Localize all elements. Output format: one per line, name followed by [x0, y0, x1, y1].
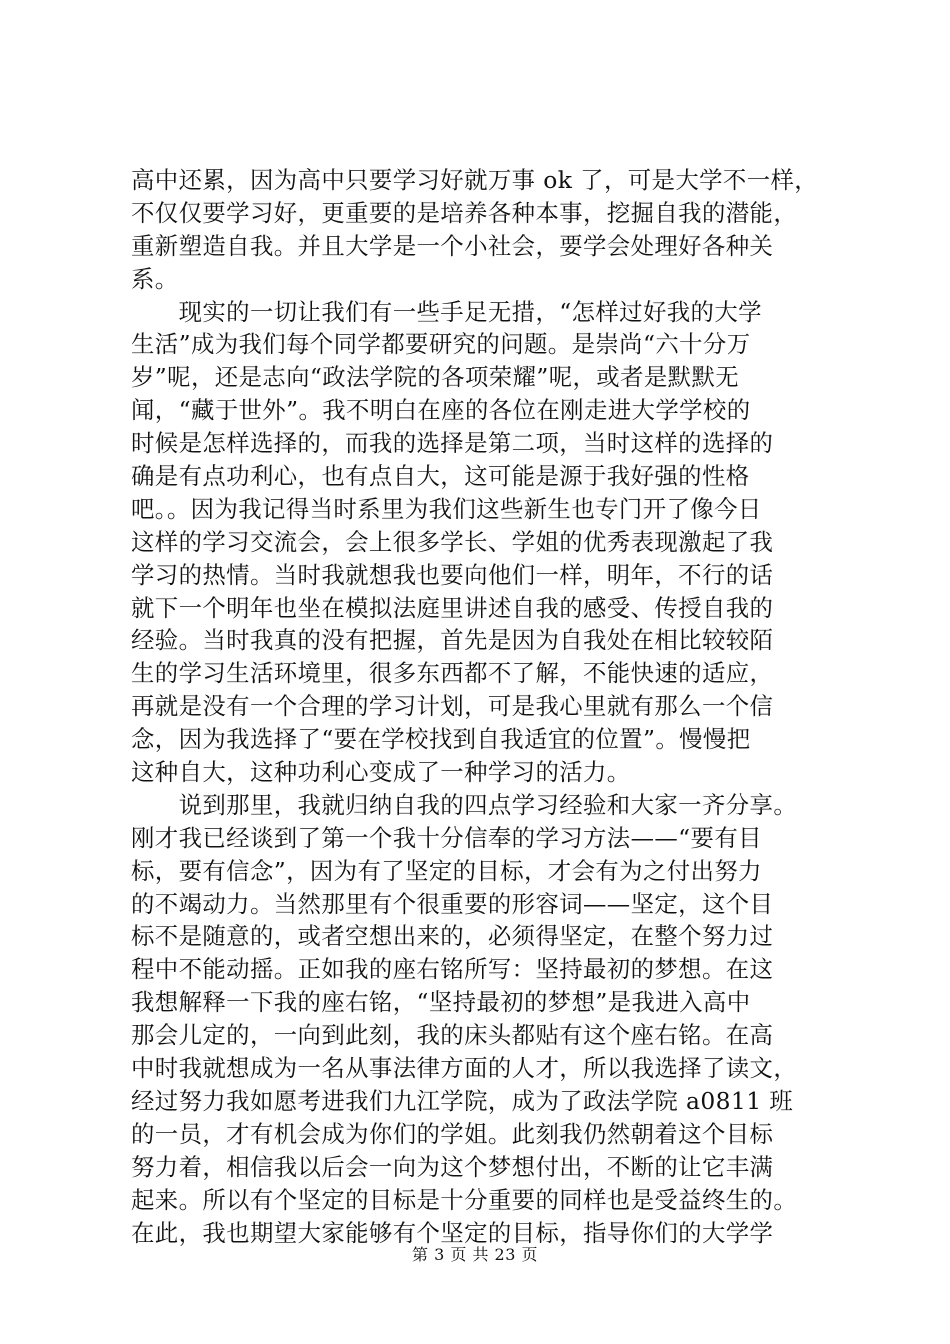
text-line: 现实的一切让我们有一些手足无措，“怎样过好我的大学	[131, 297, 762, 326]
text-line: 吧。。因为我记得当时系里为我们这些新生也专门开了像今日	[131, 494, 762, 523]
text-line: 的一员，才有机会成为你们的学姐。此刻我仍然朝着这个目标	[131, 1119, 774, 1148]
text-line: 岁”呢，还是志向“政法学院的各项荣耀”呢，或者是默默无	[131, 363, 740, 392]
text-line: 系。	[131, 264, 179, 293]
text-line: 高中还累，因为高中只要学习好就万事 ok 了，可是大学不一样，	[131, 166, 819, 194]
text-line: 程中不能动摇。正如我的座右铭所写：坚持最初的梦想。在这	[131, 955, 774, 984]
text-line: 再就是没有一个合理的学习计划，可是我心里就有那么一个信	[131, 692, 774, 721]
text-line: 标不是随意的，或者空想出来的，必须得坚定，在整个努力过	[131, 922, 774, 951]
text-line: 标，要有信念”，因为有了坚定的目标，才会有为之付出努力	[131, 856, 762, 885]
text-line: 的不竭动力。当然那里有个很重要的形容词——坚定，这个目	[131, 889, 774, 918]
body-text	[131, 164, 831, 1249]
text-line: 努力着，相信我以后会一向为这个梦想付出，不断的让它丰满	[131, 1152, 774, 1181]
text-line: 念，因为我选择了“要在学校找到自我适宜的位置”。慢慢把	[131, 725, 751, 754]
text-line: 这种自大，这种功利心变成了一种学习的活力。	[131, 758, 631, 787]
page-footer: 第 3 页 共 23 页	[412, 1245, 538, 1264]
text-line: 经过努力我如愿考进我们九江学院，成为了政法学院 a0811 班	[131, 1086, 794, 1115]
text-line: 说到那里，我就归纳自我的四点学习经验和大家一齐分享。	[131, 790, 798, 819]
text-line: 就下一个明年也坐在模拟法庭里讲述自我的感受、传授自我的	[131, 593, 774, 622]
text-line: 经验。当时我真的没有把握，首先是因为自我处在相比较较陌	[131, 626, 774, 655]
text-line: 不仅仅要学习好，更重要的是培养各种本事，挖掘自我的潜能，	[131, 198, 798, 227]
text-line: 中时我就想成为一名从事法律方面的人才，所以我选择了读文，	[131, 1054, 798, 1083]
text-line: 重新塑造自我。并且大学是一个小社会，要学会处理好各种关	[131, 231, 774, 260]
text-line: 我想解释一下我的座右铭，“坚持最初的梦想”是我进入高中	[131, 988, 751, 1017]
text-line: 生活”成为我们每个同学都要研究的问题。是崇尚“六十分万	[131, 330, 751, 359]
text-line: 在此，我也期望大家能够有个坚定的目标，指导你们的大学学	[131, 1218, 774, 1247]
text-line: 确是有点功利心，也有点自大，这可能是源于我好强的性格	[131, 462, 750, 491]
text-line: 这样的学习交流会，会上很多学长、学姐的优秀表现激起了我	[131, 527, 774, 556]
text-line: 闻，“藏于世外”。我不明白在座的各位在刚走进大学学校的	[131, 396, 751, 425]
text-line: 刚才我已经谈到了第一个我十分信奉的学习方法——“要有目	[131, 823, 762, 852]
text-line: 学习的热情。当时我就想我也要向他们一样，明年，不行的话	[131, 560, 774, 589]
text-line: 那会儿定的，一向到此刻，我的床头都贴有这个座右铭。在高	[131, 1021, 774, 1050]
text-line: 生的学习生活环境里，很多东西都不了解，不能快速的适应，	[131, 659, 774, 688]
text-line: 起来。所以有个坚定的目标是十分重要的同样也是受益终生的。	[131, 1185, 798, 1214]
text-line: 时候是怎样选择的，而我的选择是第二项，当时这样的选择的	[131, 429, 774, 458]
